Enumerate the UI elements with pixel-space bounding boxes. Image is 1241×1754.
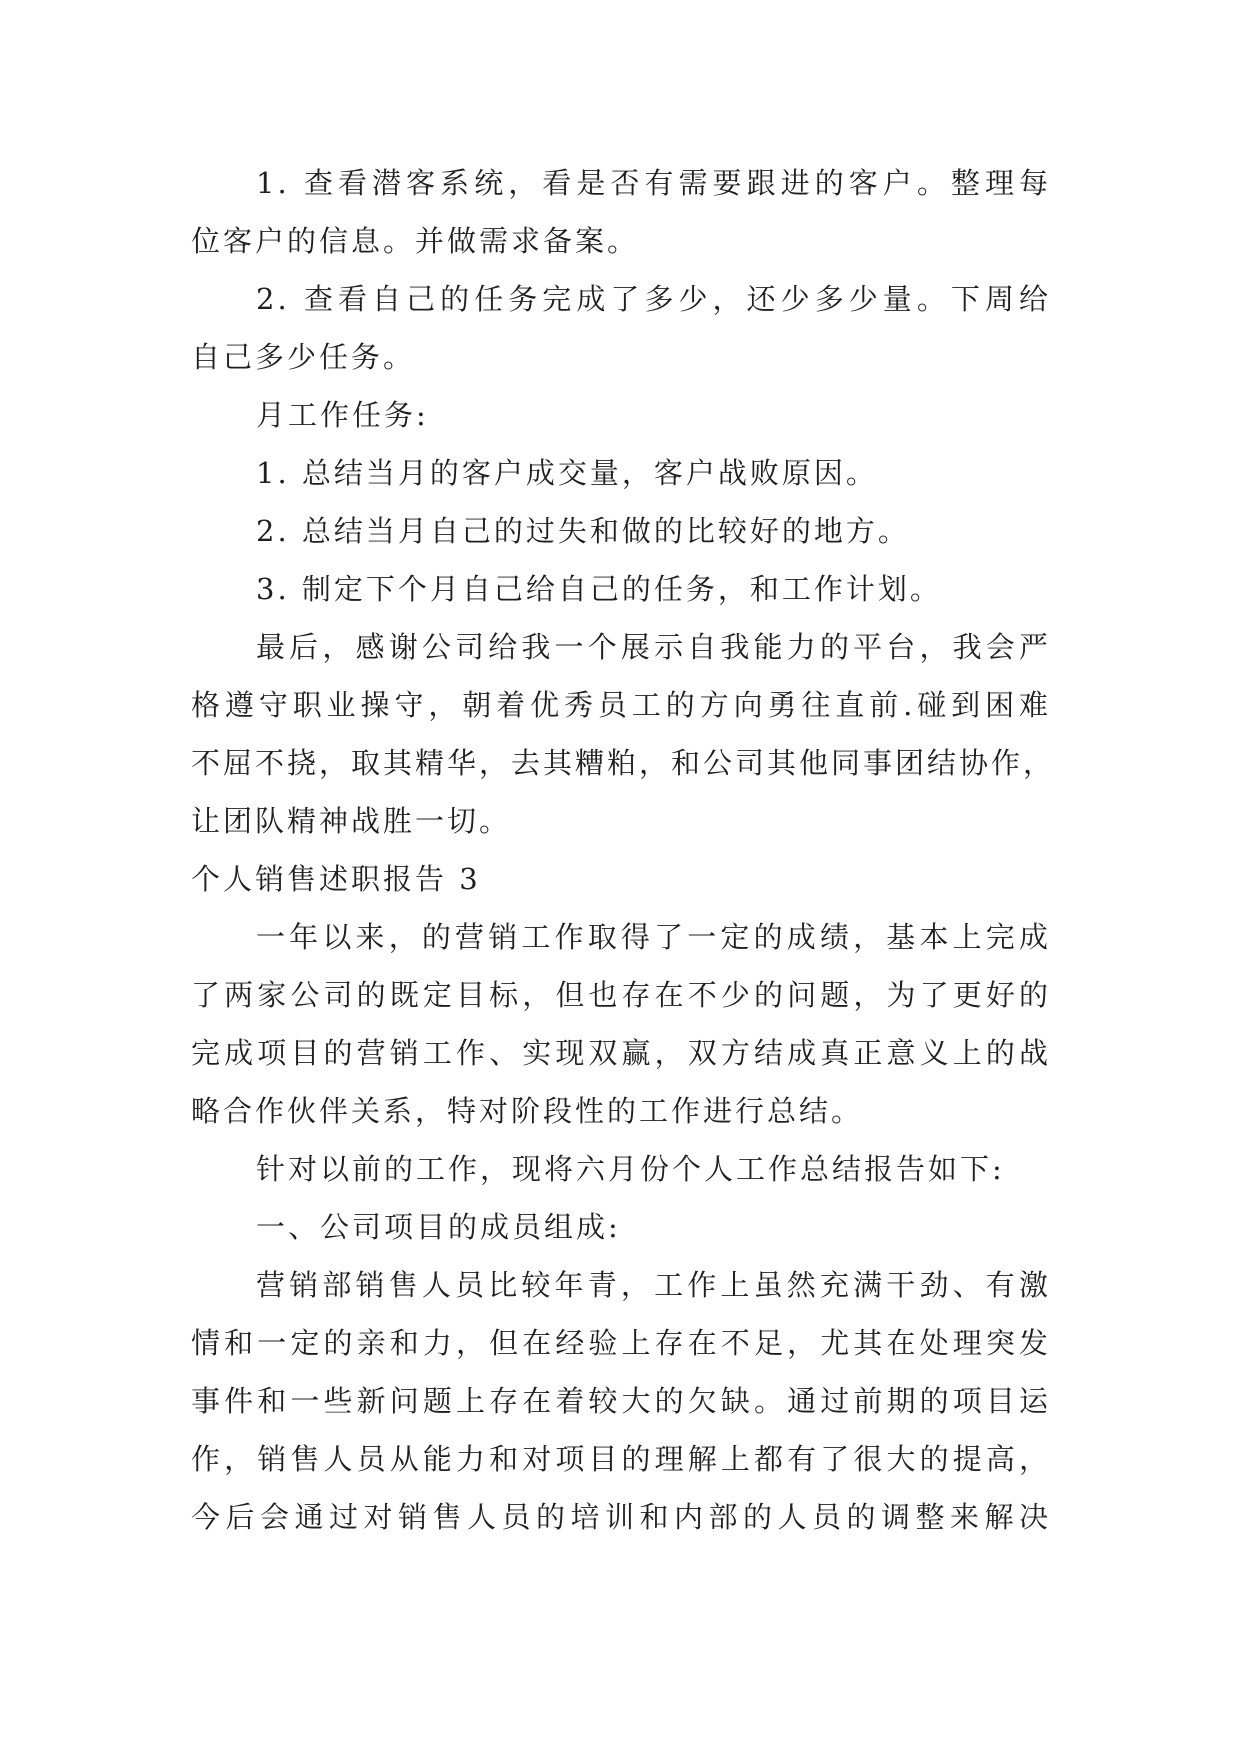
paragraph-line: 一、公司项目的成员组成: [256,1210,621,1244]
paragraph-line: 完成项目的营销工作、实现双赢，双方结成真正意义上的战 [191,1036,1051,1070]
paragraph-line: 让团队精神战胜一切。 [191,804,512,838]
paragraph-line: 格遵守职业操守，朝着优秀员工的方向勇往直前.碰到困难 [191,688,1051,722]
paragraph-line: 营销部销售人员比较年青，工作上虽然充满干劲、有激 [256,1268,1051,1302]
paragraph-line: 位客户的信息。并做需求备案。 [191,224,640,258]
paragraph-line: 作，销售人员从能力和对项目的理解上都有了很大的提高， [191,1442,1051,1476]
paragraph-line: 2. 总结当月自己的过失和做的比较好的地方。 [256,514,910,548]
paragraph-line: 3. 制定下个月自己给自己的任务，和工作计划。 [256,572,942,606]
paragraph-line: 1. 查看潜客系统，看是否有需要跟进的客户。整理每 [256,166,1051,200]
paragraph-line: 不屈不挠，取其精华，去其糟粕，和公司其他同事团结协作， [191,746,1056,780]
paragraph-line: 针对以前的工作，现将六月份个人工作总结报告如下: [256,1152,1005,1186]
paragraph-line: 1. 总结当月的客户成交量，客户战败原因。 [256,456,878,490]
paragraph-line: 事件和一些新问题上存在着较大的欠缺。通过前期的项目运 [191,1384,1051,1418]
section-heading: 个人销售述职报告 3 [191,862,481,896]
paragraph-line: 情和一定的亲和力，但在经验上存在不足，尤其在处理突发 [191,1326,1051,1360]
paragraph-line: 月工作任务: [256,398,429,432]
paragraph-line: 2. 查看自己的任务完成了多少，还少多少量。下周给 [256,282,1051,316]
paragraph-line: 自己多少任务。 [191,340,416,374]
paragraph-line: 了两家公司的既定目标，但也存在不少的问题，为了更好的 [191,978,1051,1012]
paragraph-line: 最后，感谢公司给我一个展示自我能力的平台，我会严 [256,630,1051,664]
document-body [191,154,1056,1546]
paragraph-line: 略合作伙伴关系，特对阶段性的工作进行总结。 [191,1094,864,1128]
paragraph-line: 一年以来，的营销工作取得了一定的成绩，基本上完成 [256,920,1051,954]
paragraph-line: 今后会通过对销售人员的培训和内部的人员的调整来解决 [191,1500,1051,1534]
